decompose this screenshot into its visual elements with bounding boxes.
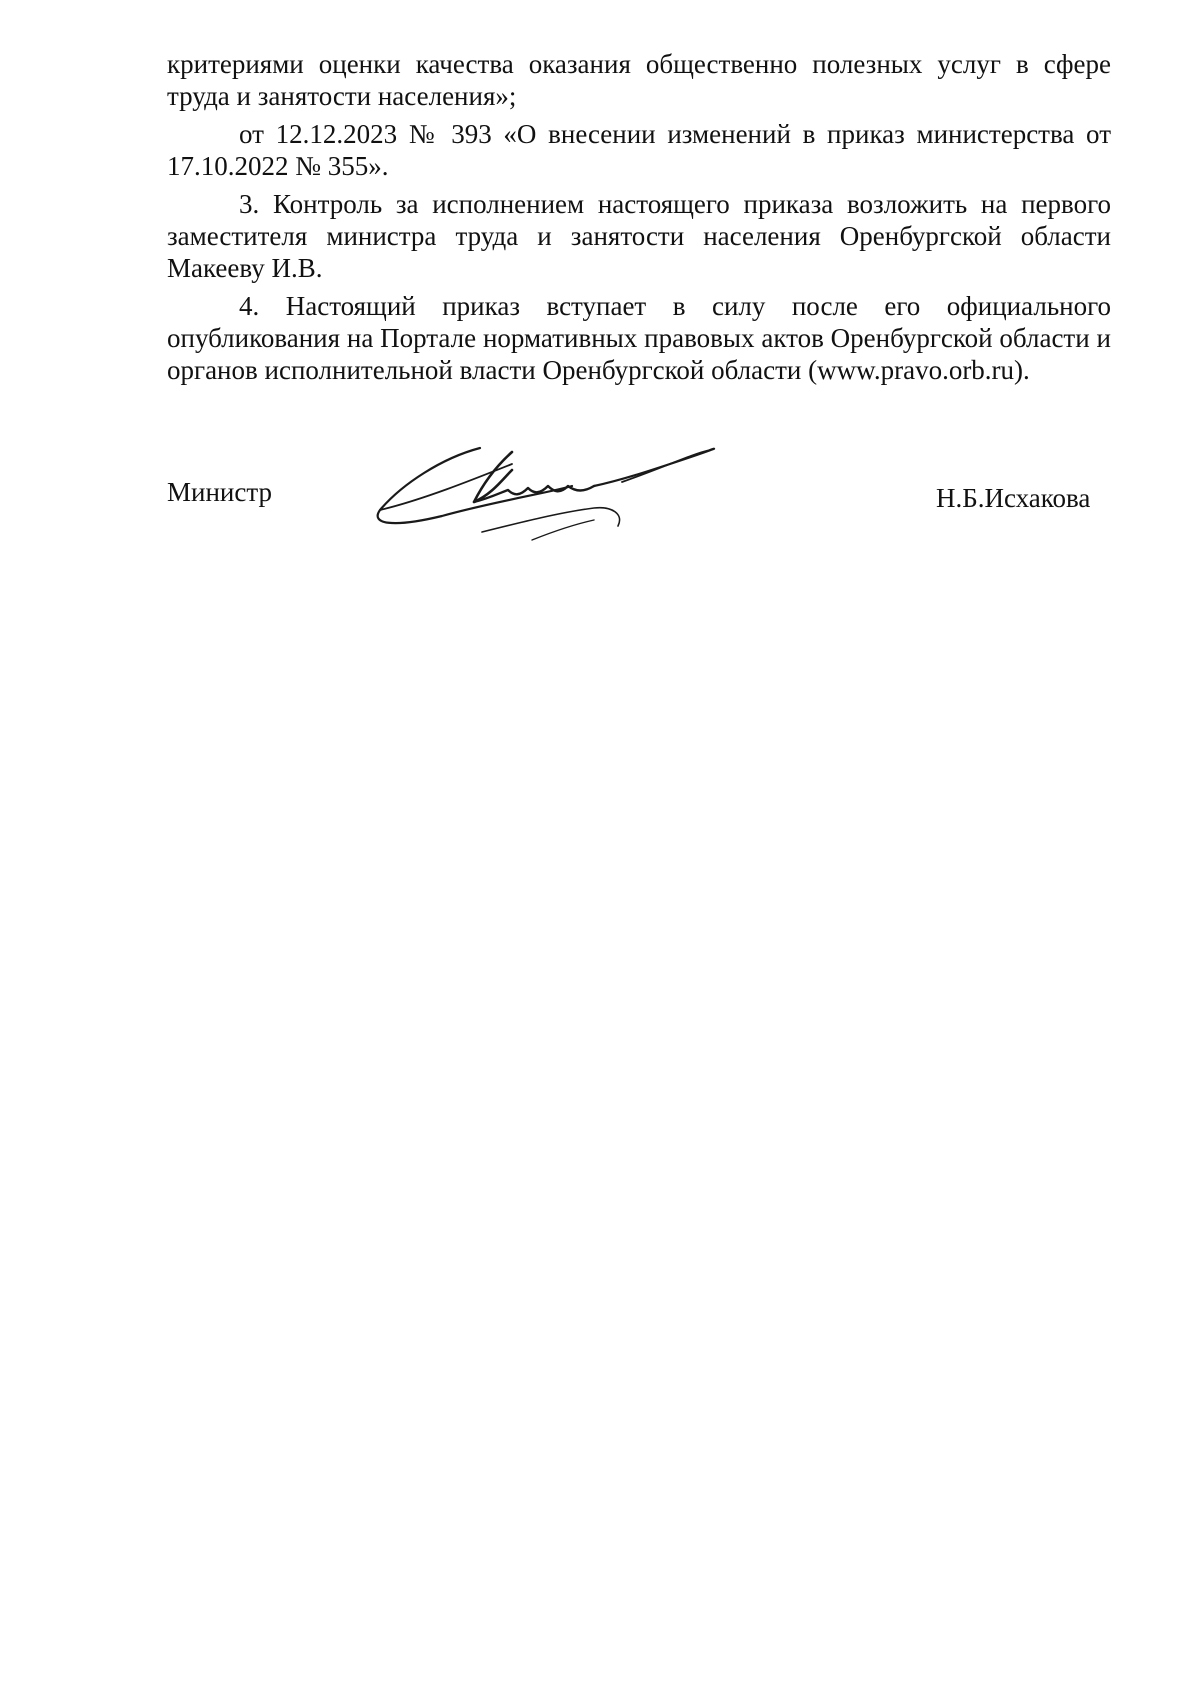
paragraph-continuation: критериями оценки качества оказания общественно полезных услуг в сфере труда и занятости населения»; [167, 49, 1111, 111]
handwritten-signature [362, 440, 742, 560]
signatory-name: Н.Б.Исхакова [936, 483, 1091, 513]
signature-block [0, 440, 1200, 580]
signatory-title: Министр [167, 477, 272, 507]
paragraph-item-4-effective: 4. Настоящий приказ вступает в силу после его официального опубликования на Портале нормативных правовых актов Оренбургской области и органов исполнительной власти Оренбургской области (www.pravo.orb.ru). [167, 291, 1111, 385]
paragraph-item-3-control: 3. Контроль за исполнением настоящего приказа возложить на первого заместителя министра труда и занятости населения Оренбургской области Макееву И.В. [167, 189, 1111, 283]
document-body [167, 48, 1111, 392]
paragraph-amendment-reference: от 12.12.2023 № 393 «О внесении изменений в приказ министерства от 17.10.2022 № 355». [167, 119, 1111, 181]
